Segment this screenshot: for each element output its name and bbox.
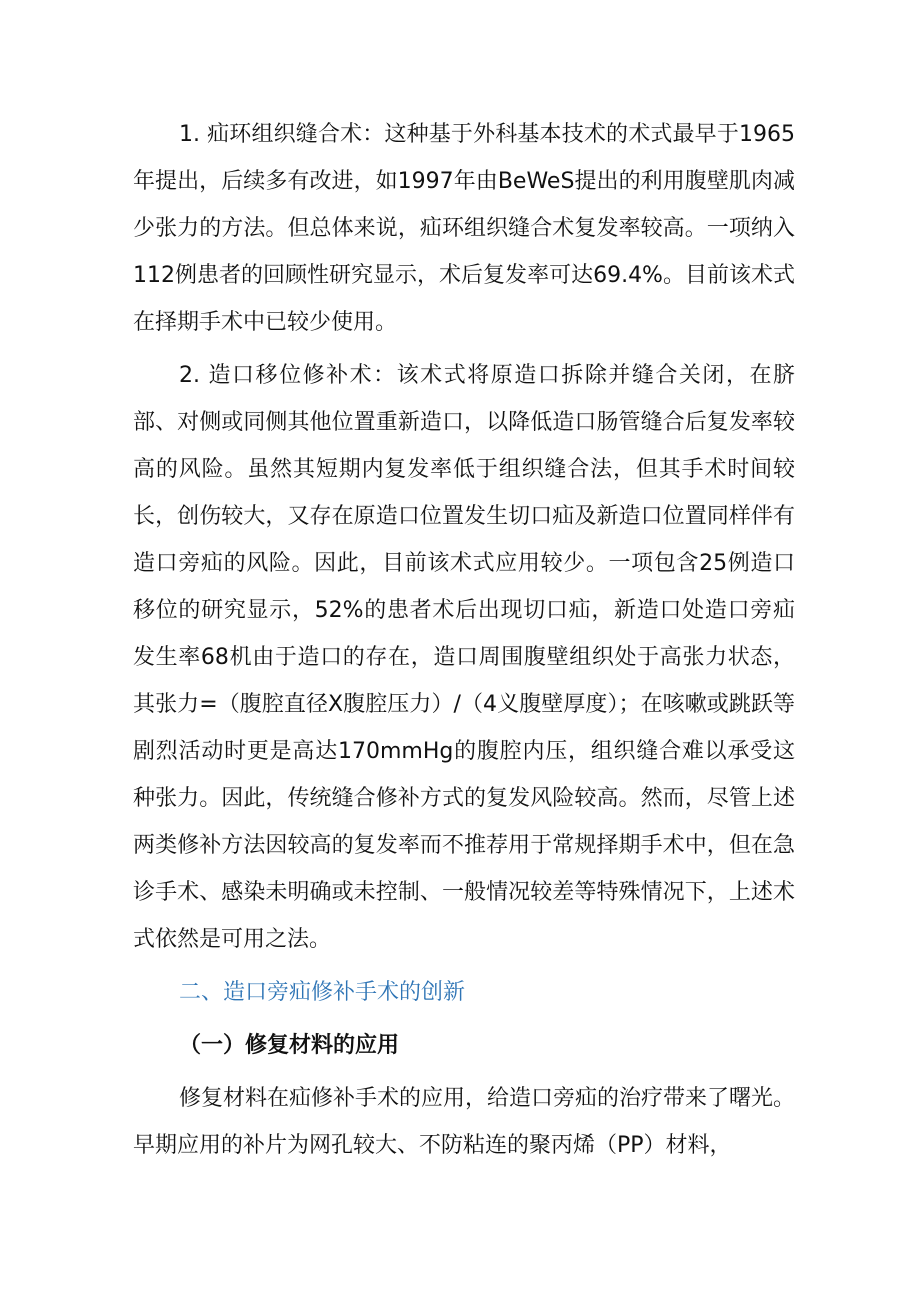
subsection-heading: （一）修复材料的应用 xyxy=(179,1033,400,1058)
paragraph-stoma-relocation: 2. 造口移位修补术：该术式将原造口拆除并缝合关闭，在脐部、对侧或同侧其他位置重新造口，以降低造口肠管缝合后复发率较高的风险。虽然其短期内复发率低于组织缝合法，但其手术时间较长，创伤较大，又存在原造口位置发生切口疝及新造口位置同样伴有造口旁疝的风险。因此，目前该术式应用较少。一项包含25例造口移位的研究显示，52%的患者术后出现切口疝，新造口处造口旁疝发生率68机由于造口的存在，造口周围腹壁组织处于高张力状态，其张力=（腹腔直径X腹腔压力）/（4义腹壁厚度）；在咳嗽或跳跃等剧烈活动时更是高达170mmHg的腹腔内压，组织缝合难以承受这种张力。因此，传统缝合修补方式的复发风险较高。然而，尽管上述两类修补方法因较高的复发率而不推荐用于常规择期手术中，但在急诊手术、感染未明确或未控制、一般情况较差等特殊情况下，上述术式依然是可用之法。 xyxy=(133,363,795,952)
paragraph-tissue-suture: 1. 疝环组织缝合术：这种基于外科基本技术的术式最早于1965年提出，后续多有改进，如1997年由BeWeS提出的利用腹壁肌肉减少张力的方法。但总体来说，疝环组织缝合术复发率较高。一项纳入112例患者的回顾性研究显示，术后复发率可达69.4%。目前该术式在择期手术中已较少使用。 xyxy=(133,122,795,335)
section-heading: 二、造口旁疝修补手术的创新 xyxy=(179,980,466,1005)
document-body xyxy=(133,111,795,1175)
paragraph-repair-materials: 修复材料在疝修补手术的应用，给造口旁疝的治疗带来了曙光。早期应用的补片为网孔较大、不防粘连的聚丙烯（PP）材料， xyxy=(133,1086,796,1158)
